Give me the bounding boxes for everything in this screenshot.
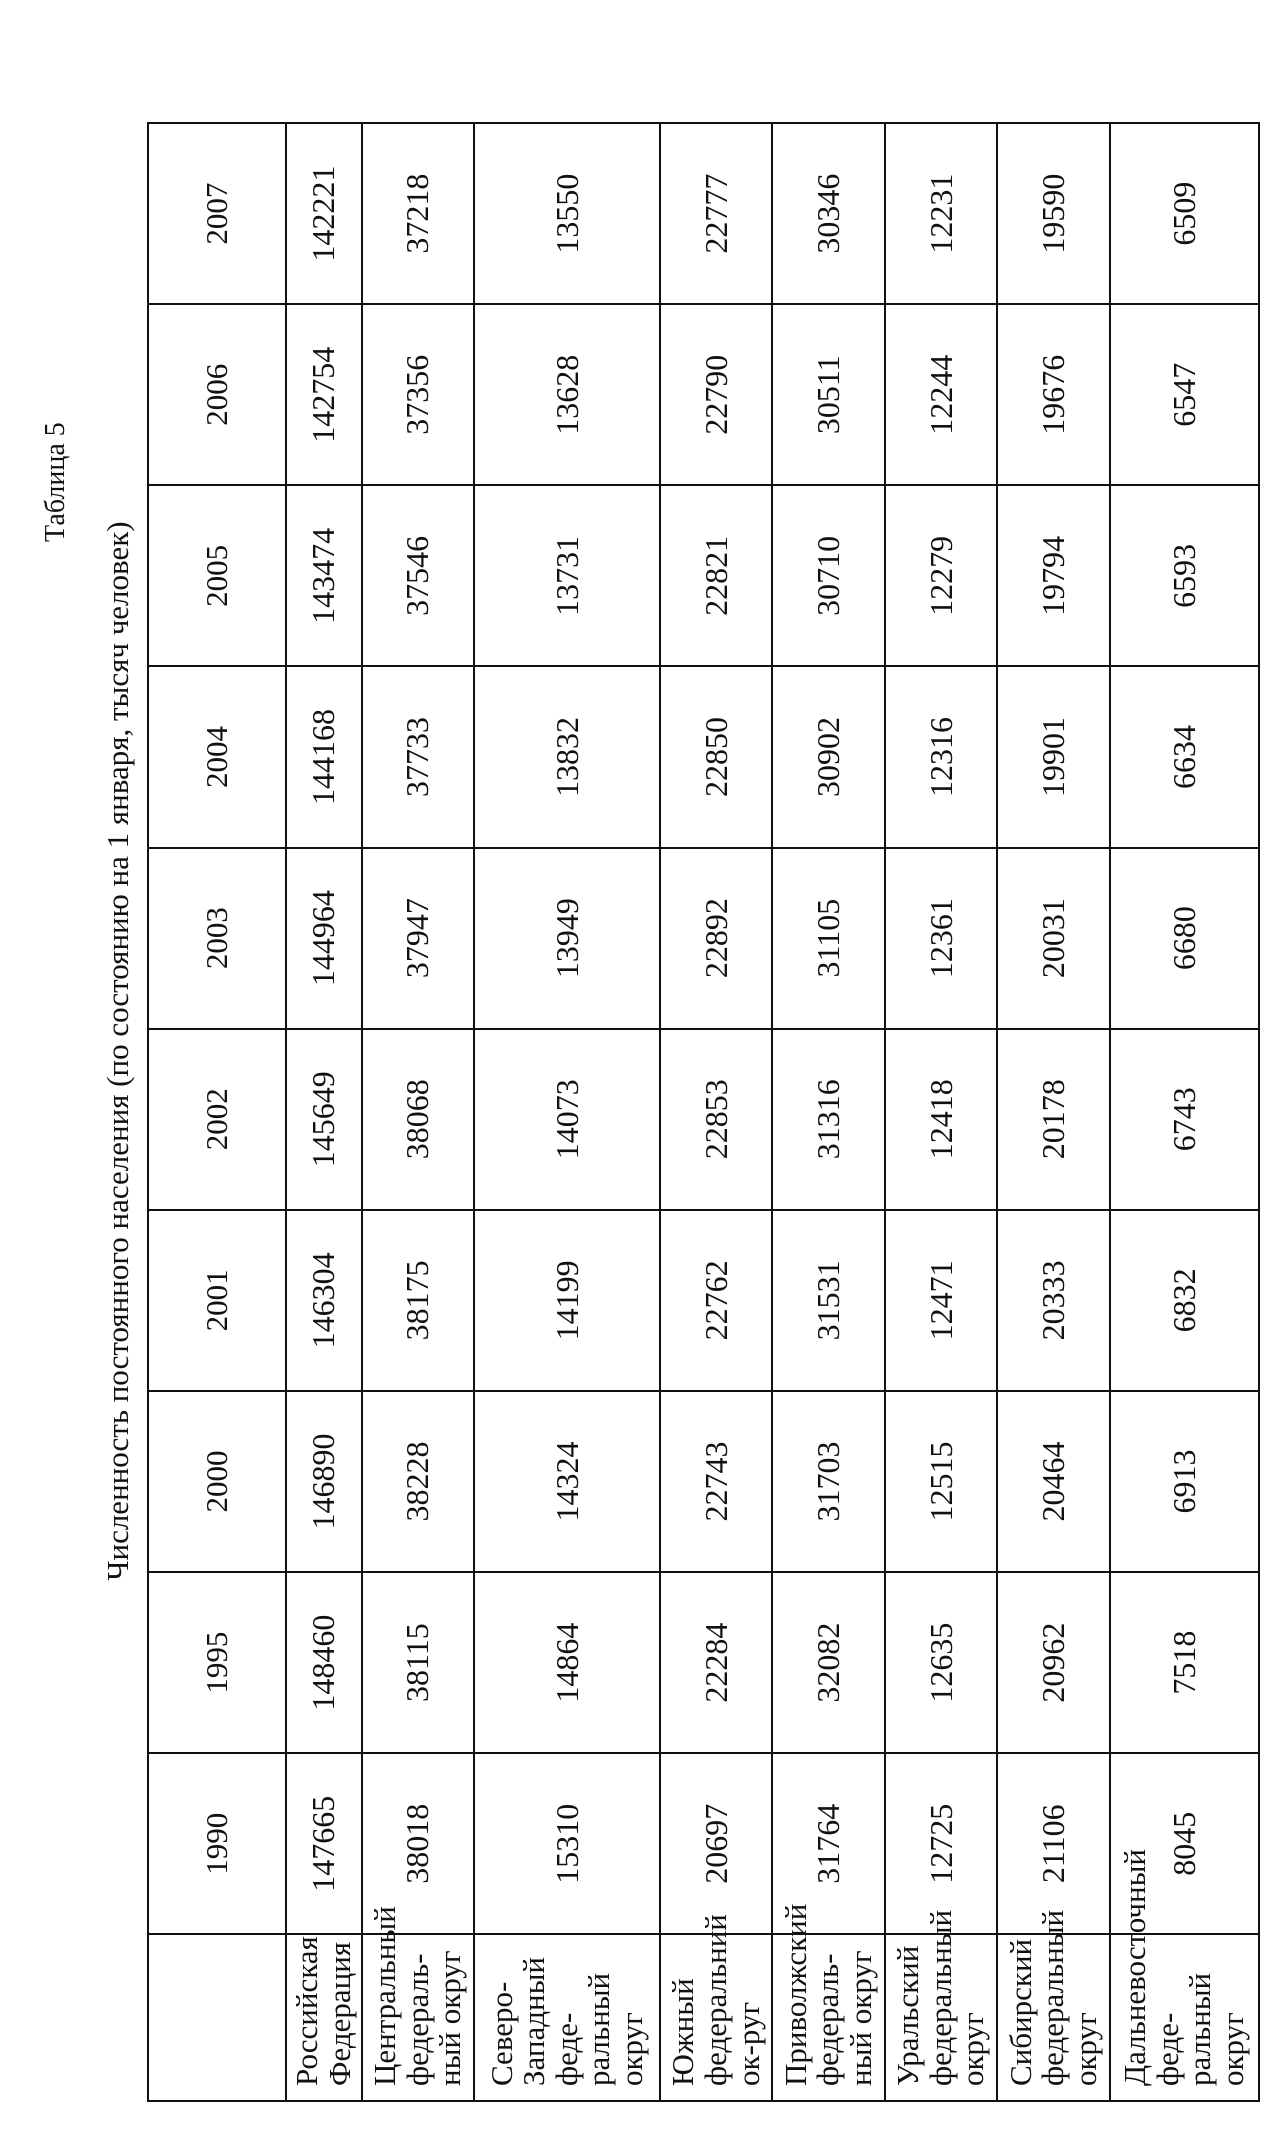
population-value: 142754: [286, 304, 362, 485]
population-value: 6680: [1110, 848, 1259, 1029]
population-value: 22790: [660, 304, 772, 485]
population-value: 31316: [772, 1029, 884, 1210]
population-value: 12231: [885, 123, 997, 304]
region-name: Южный федеральний ок-руг: [660, 1934, 772, 2101]
population-value: 22284: [660, 1572, 772, 1753]
population-value: 19794: [997, 485, 1109, 666]
region-name: Северо-Западный феде-ральный округ: [474, 1934, 660, 2101]
table-body: [286, 123, 1259, 2101]
year-header-6: 2004: [148, 666, 286, 847]
population-value: 21106: [997, 1753, 1109, 1934]
population-value: 6509: [1110, 123, 1259, 304]
year-header-3: 2001: [148, 1210, 286, 1391]
population-value: 146890: [286, 1391, 362, 1572]
population-value: 13949: [474, 848, 660, 1029]
year-header-5: 2003: [148, 848, 286, 1029]
population-value: 14199: [474, 1210, 660, 1391]
population-value: 30346: [772, 123, 884, 304]
population-value: 143474: [286, 485, 362, 666]
population-value: 15310: [474, 1753, 660, 1934]
population-value: 145649: [286, 1029, 362, 1210]
table-row: [286, 123, 362, 2101]
population-value: 22892: [660, 848, 772, 1029]
population-value: 20031: [997, 848, 1109, 1029]
header-corner-cell: [148, 1934, 286, 2101]
table-row: [772, 123, 884, 2101]
population-value: 37356: [362, 304, 474, 485]
year-header-0: 1990: [148, 1753, 286, 1934]
population-value: 20962: [997, 1572, 1109, 1753]
year-header-1: 1995: [148, 1572, 286, 1753]
region-name: Дальневосточный феде-ральный округ: [1110, 1934, 1259, 2101]
population-value: 37546: [362, 485, 474, 666]
population-value: 8045: [1110, 1753, 1259, 1934]
population-value: 6913: [1110, 1391, 1259, 1572]
population-value: 14073: [474, 1029, 660, 1210]
region-name: Российская Федерация: [286, 1934, 362, 2101]
table-row: [997, 123, 1109, 2101]
population-value: 146304: [286, 1210, 362, 1391]
year-header-7: 2005: [148, 485, 286, 666]
population-value: 6832: [1110, 1210, 1259, 1391]
population-value: 142221: [286, 123, 362, 304]
population-value: 13731: [474, 485, 660, 666]
population-value: 38068: [362, 1029, 474, 1210]
population-value: 147665: [286, 1753, 362, 1934]
population-value: 12279: [885, 485, 997, 666]
population-value: 6547: [1110, 304, 1259, 485]
region-name: Приволжский федераль-ный округ: [772, 1934, 884, 2101]
year-header-2: 2000: [148, 1391, 286, 1572]
population-value: 14324: [474, 1391, 660, 1572]
table-row: [885, 123, 997, 2101]
population-value: 37947: [362, 848, 474, 1029]
population-value: 13832: [474, 666, 660, 847]
table-row: [660, 123, 772, 2101]
population-value: 22743: [660, 1391, 772, 1572]
table-row: [362, 123, 474, 2101]
population-value: 13550: [474, 123, 660, 304]
population-value: 38228: [362, 1391, 474, 1572]
table-row: [1110, 123, 1259, 2101]
population-value: 22762: [660, 1210, 772, 1391]
population-value: 31105: [772, 848, 884, 1029]
population-value: 22853: [660, 1029, 772, 1210]
population-value: 6743: [1110, 1029, 1259, 1210]
population-value: 30710: [772, 485, 884, 666]
population-value: 38115: [362, 1572, 474, 1753]
population-value: 31764: [772, 1753, 884, 1934]
region-name: Уральский федеральный округ: [885, 1934, 997, 2101]
table-title: Численность постоянного населения (по состоянию на 1 января, тысяч человек): [100, 521, 135, 1581]
population-value: 37733: [362, 666, 474, 847]
population-value: 12316: [885, 666, 997, 847]
population-value: 30511: [772, 304, 884, 485]
table-row: [474, 123, 660, 2101]
population-value: 14864: [474, 1572, 660, 1753]
population-value: 22777: [660, 123, 772, 304]
population-value: 6593: [1110, 485, 1259, 666]
population-value: 7518: [1110, 1572, 1259, 1753]
population-value: 12418: [885, 1029, 997, 1210]
population-value: 13628: [474, 304, 660, 485]
population-value: 31703: [772, 1391, 884, 1572]
population-value: 38018: [362, 1753, 474, 1934]
population-value: 31531: [772, 1210, 884, 1391]
population-value: 12725: [885, 1753, 997, 1934]
population-value: 12361: [885, 848, 997, 1029]
population-value: 12635: [885, 1572, 997, 1753]
population-value: 144168: [286, 666, 362, 847]
population-value: 20178: [997, 1029, 1109, 1210]
population-value: 6634: [1110, 666, 1259, 847]
region-name: Центральный федераль-ный округ: [362, 1934, 474, 2101]
population-value: 12244: [885, 304, 997, 485]
population-value: 12515: [885, 1391, 997, 1572]
header-row: [148, 123, 286, 2101]
population-value: 20333: [997, 1210, 1109, 1391]
population-value: 144964: [286, 848, 362, 1029]
population-value: 32082: [772, 1572, 884, 1753]
year-header-9: 2007: [148, 123, 286, 304]
population-value: 12471: [885, 1210, 997, 1391]
population-value: 20697: [660, 1753, 772, 1934]
population-value: 148460: [286, 1572, 362, 1753]
population-value: 19901: [997, 666, 1109, 847]
population-value: 30902: [772, 666, 884, 847]
year-header-4: 2002: [148, 1029, 286, 1210]
population-value: 19590: [997, 123, 1109, 304]
population-value: 38175: [362, 1210, 474, 1391]
population-value: 20464: [997, 1391, 1109, 1572]
population-value: 22850: [660, 666, 772, 847]
table-label: Таблица 5: [40, 422, 71, 542]
population-value: 19676: [997, 304, 1109, 485]
population-value: 22821: [660, 485, 772, 666]
population-value: 37218: [362, 123, 474, 304]
year-header-8: 2006: [148, 304, 286, 485]
region-name: Сибирский федеральный округ: [997, 1934, 1109, 2101]
population-table: [147, 122, 1260, 2102]
